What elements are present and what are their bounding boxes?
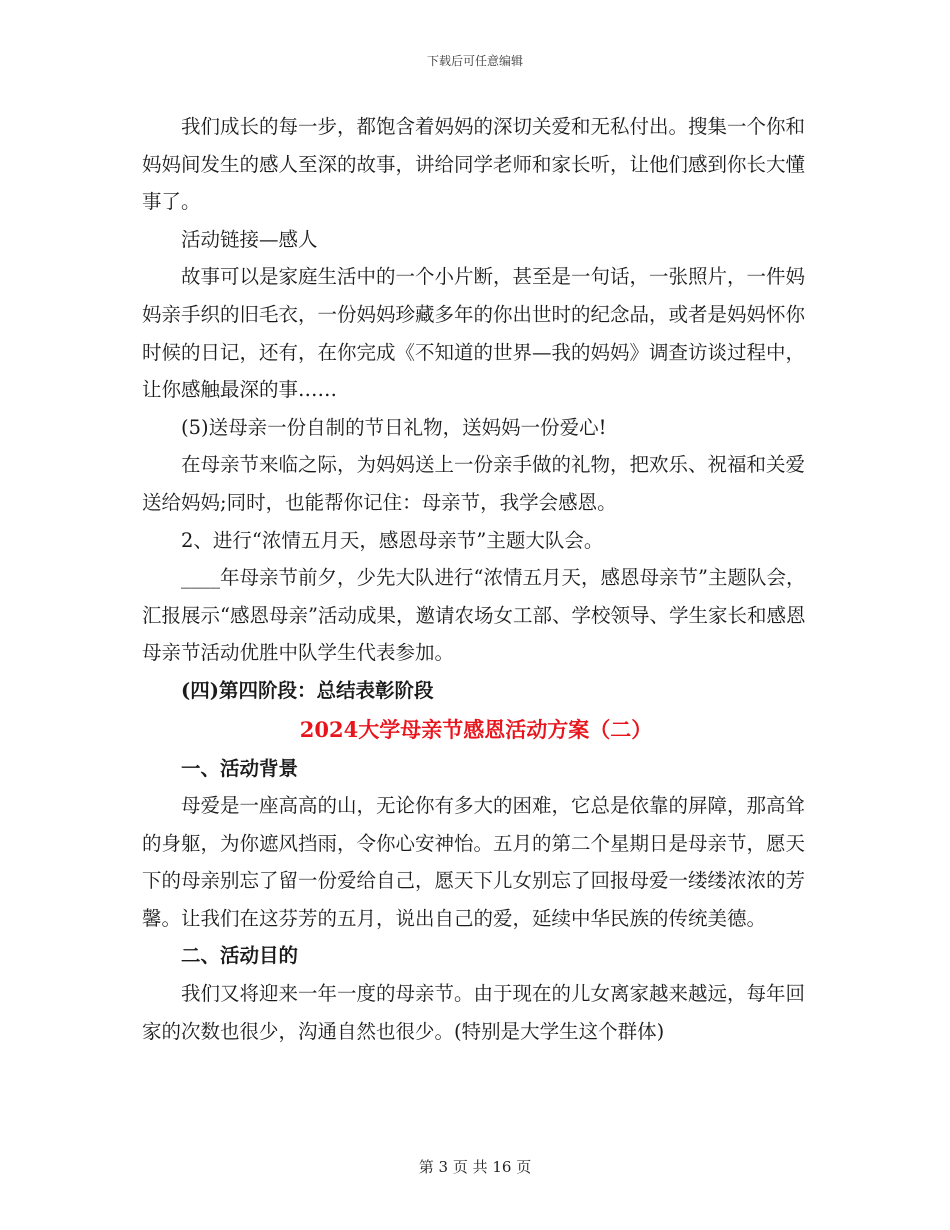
section-purpose-heading: 二、活动目的 bbox=[181, 944, 299, 968]
paragraph-purpose: 我们又将迎来一年一度的母亲节。由于现在的儿女离家越来越远，每年回家的次数也很少，沟通自然也很少。(特别是大学生这个群体) bbox=[142, 982, 806, 1043]
paragraph-activity-link: 活动链接—感人 bbox=[181, 227, 318, 251]
document-body bbox=[142, 108, 810, 1050]
paragraph-gift-desc: 在母亲节来临之际，为妈妈送上一份亲手做的礼物，把欢乐、祝福和关爱送给妈妈;同时，也能帮你记住：母亲节，我学会感恩。 bbox=[142, 453, 806, 514]
paragraph-assembly-item: 2、进行“浓情五月天，感恩母亲节”主题大队会。 bbox=[181, 528, 604, 552]
section-background-heading: 一、活动背景 bbox=[181, 756, 299, 780]
paragraph-background: 母爱是一座高高的山，无论你有多大的困难，它总是依靠的屏障，那高耸的身躯，为你遮风挡雨，令你心安神怡。五月的第二个星期日是母亲节，愿天下的母亲别忘了留一份爱给自己，愿天下儿女别忘了回报母爱一缕缕浓浓的芳馨。让我们在这芬芳的五月，说出自己的爱，延续中华民族的传统美德。 bbox=[142, 794, 806, 930]
page-number: 第 3 页 共 16 页 bbox=[418, 1158, 532, 1176]
page-header-note: 下载后可任意编辑 bbox=[426, 54, 523, 68]
paragraph-story-examples: 故事可以是家庭生活中的一个小片断，甚至是一句话，一张照片，一件妈妈亲手织的旧毛衣，一份妈妈珍藏多年的你出世时的纪念品，或者是妈妈怀你时候的日记，还有，在你完成《不知道的世界—我的妈妈》调查访谈过程中，让你感触最深的事…… bbox=[142, 265, 806, 402]
paragraph-gift-item: (5)送母亲一份自制的节日礼物，送妈妈一份爱心! bbox=[181, 415, 607, 439]
paragraph-story-intro: 我们成长的每一步，都饱含着妈妈的深切关爱和无私付出。搜集一个你和妈妈间发生的感人至深的故事，讲给同学老师和家长听，让他们感到你长大懂事了。 bbox=[142, 115, 806, 214]
paragraph-assembly-desc: ____年母亲节前夕，少先大队进行“浓情五月天，感恩母亲节”主题队会，汇报展示“感恩母亲”活动成果，邀请农场女工部、学校领导、学生家长和感恩母亲节活动优胜中队学生代表参加。 bbox=[142, 566, 806, 665]
section-stage-four: (四)第四阶段：总结表彰阶段 bbox=[181, 678, 434, 702]
document-title: 2024大学母亲节感恩活动方案（二） bbox=[299, 716, 653, 742]
